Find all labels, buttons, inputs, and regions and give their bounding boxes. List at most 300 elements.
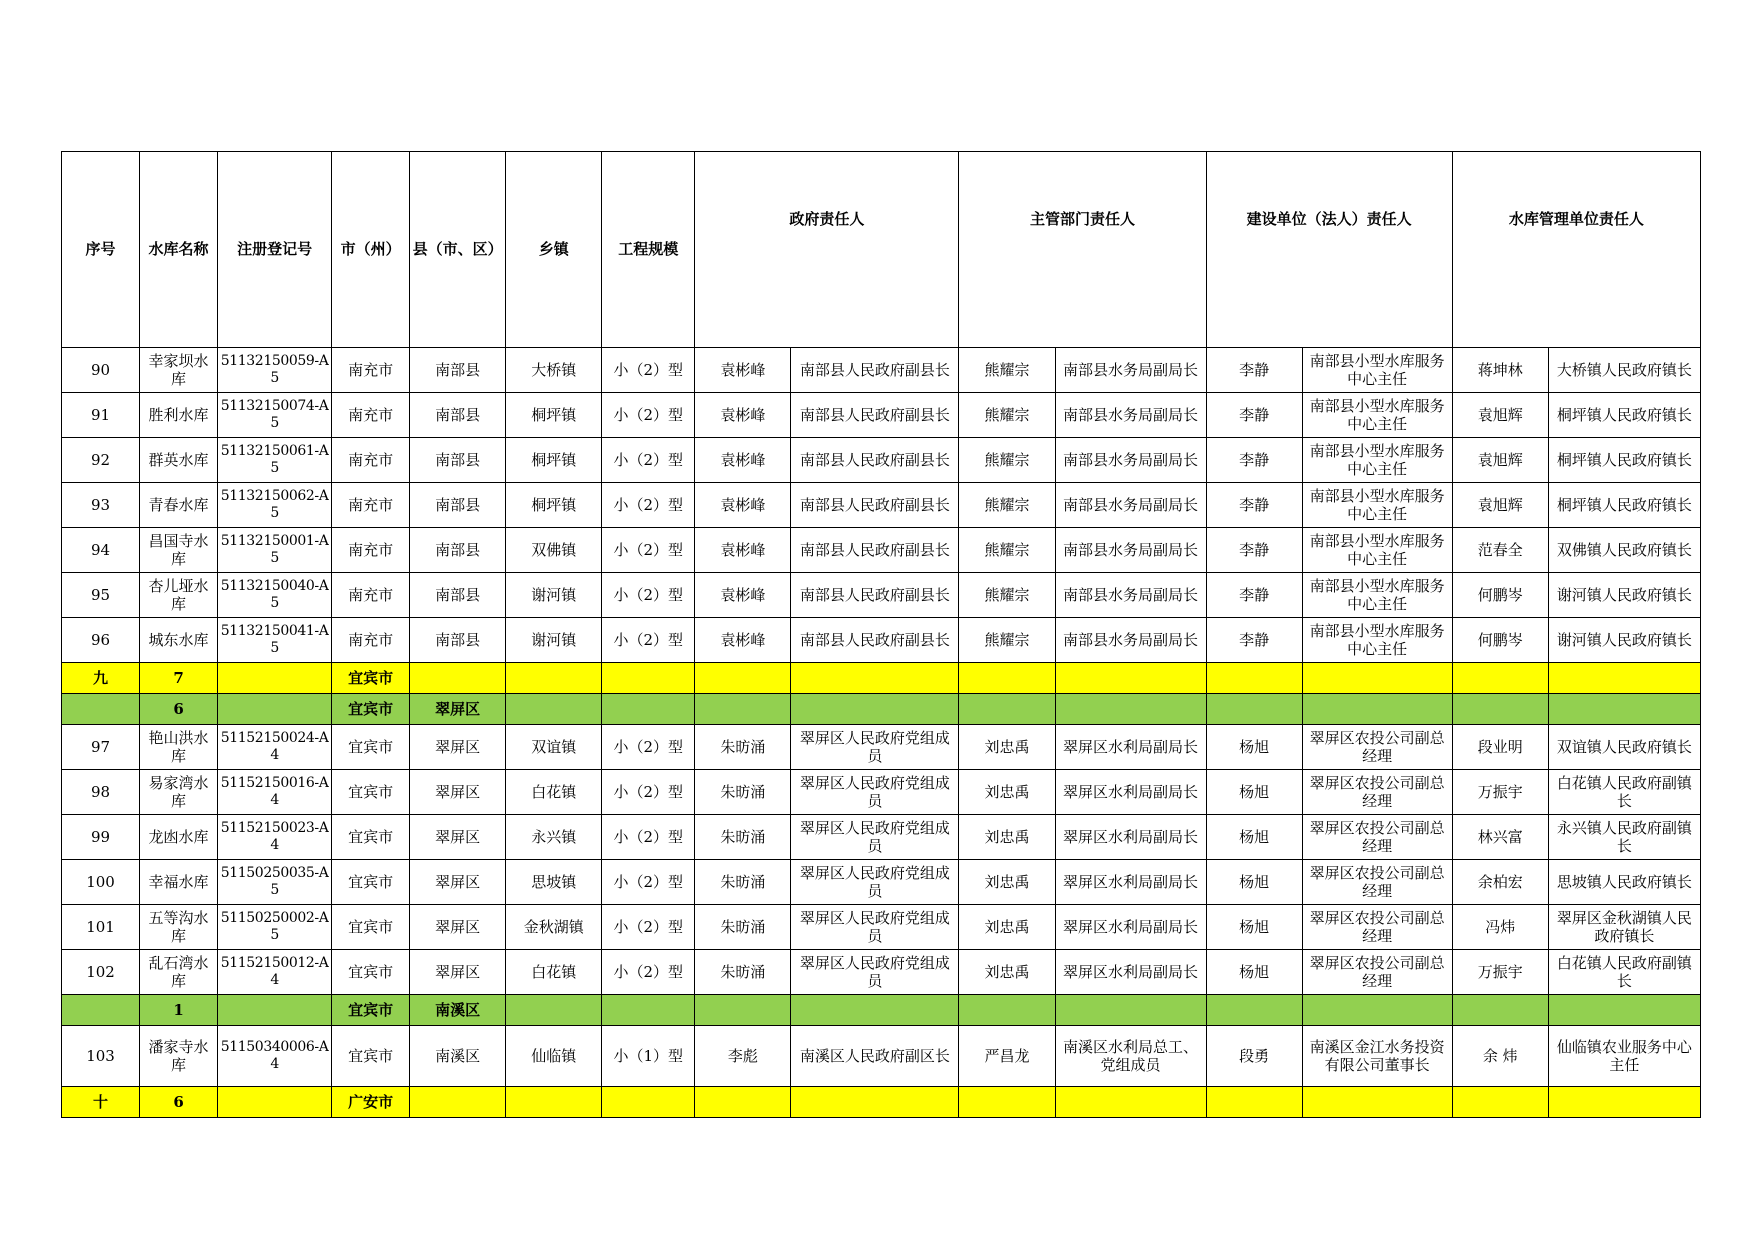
scale-cell: 小（2）型 — [602, 573, 695, 618]
summary-empty-cell — [695, 663, 791, 694]
scale-cell: 小（2）型 — [602, 348, 695, 393]
table-row — [62, 438, 1701, 483]
seq-cell: 94 — [62, 528, 140, 573]
mgmt-title-cell: 白花镇人民政府副镇长 — [1548, 770, 1700, 815]
summary-empty-cell — [695, 1087, 791, 1118]
builder-name-cell: 杨旭 — [1206, 860, 1302, 905]
seq-cell: 90 — [62, 348, 140, 393]
builder-title-cell: 南部县小型水库服务中心主任 — [1302, 483, 1452, 528]
summary-empty-cell — [1055, 995, 1206, 1026]
mgmt-name-cell: 袁旭辉 — [1452, 483, 1548, 528]
county-cell: 南部县 — [410, 573, 506, 618]
mgmt-name-cell: 林兴富 — [1452, 815, 1548, 860]
city-cell: 南充市 — [332, 483, 410, 528]
dept-title-cell: 翠屏区水利局副局长 — [1055, 815, 1206, 860]
reg-no-cell: 51150250002-A5 — [218, 905, 332, 950]
summary-empty-cell — [1452, 663, 1548, 694]
city-cell: 南充市 — [332, 618, 410, 663]
header-builder: 建设单位（法人）责任人 — [1206, 152, 1452, 348]
summary-empty-cell — [791, 694, 959, 725]
seq-cell: 99 — [62, 815, 140, 860]
city-cell: 南充市 — [332, 348, 410, 393]
summary-empty-cell — [602, 1087, 695, 1118]
reservoir-name-cell: 乱石湾水库 — [140, 950, 218, 995]
summary-empty-cell — [1055, 694, 1206, 725]
builder-title-cell: 南部县小型水库服务中心主任 — [1302, 573, 1452, 618]
gov-title-cell: 翠屏区人民政府党组成员 — [791, 905, 959, 950]
county-cell: 南部县 — [410, 393, 506, 438]
builder-title-cell: 翠屏区农投公司副总经理 — [1302, 770, 1452, 815]
summary-empty-cell — [1055, 1087, 1206, 1118]
city-cell: 宜宾市 — [332, 1026, 410, 1087]
dept-title-cell: 南部县水务局副局长 — [1055, 573, 1206, 618]
reg-no-cell: 51132150074-A5 — [218, 393, 332, 438]
reg-no-cell: 51152150016-A4 — [218, 770, 332, 815]
header-name: 水库名称 — [140, 152, 218, 348]
mgmt-title-cell: 大桥镇人民政府镇长 — [1548, 348, 1700, 393]
builder-name-cell: 李静 — [1206, 393, 1302, 438]
summary-empty-cell — [1548, 663, 1700, 694]
mgmt-name-cell: 余 炜 — [1452, 1026, 1548, 1087]
mgmt-title-cell: 桐坪镇人民政府镇长 — [1548, 483, 1700, 528]
dept-title-cell: 翠屏区水利局副局长 — [1055, 860, 1206, 905]
header-mgmt: 水库管理单位责任人 — [1452, 152, 1700, 348]
dept-title-cell: 翠屏区水利局副局长 — [1055, 950, 1206, 995]
mgmt-name-cell: 袁旭辉 — [1452, 438, 1548, 483]
reg-no-cell: 51132150001-A5 — [218, 528, 332, 573]
county-cell: 翠屏区 — [410, 860, 506, 905]
reservoir-name-cell: 龙凼水库 — [140, 815, 218, 860]
gov-name-cell: 袁彬峰 — [695, 438, 791, 483]
reservoir-name-cell: 昌国寺水库 — [140, 528, 218, 573]
summary-empty-cell — [1055, 663, 1206, 694]
county-cell: 南部县 — [410, 348, 506, 393]
gov-name-cell: 朱昉涌 — [695, 770, 791, 815]
reservoir-name-cell: 易家湾水库 — [140, 770, 218, 815]
header-reg-no: 注册登记号 — [218, 152, 332, 348]
table-row — [62, 528, 1701, 573]
mgmt-title-cell: 桐坪镇人民政府镇长 — [1548, 393, 1700, 438]
reg-no-cell: 51132150061-A5 — [218, 438, 332, 483]
mgmt-name-cell: 万振宇 — [1452, 770, 1548, 815]
dept-title-cell: 南部县水务局副局长 — [1055, 393, 1206, 438]
scale-cell: 小（2）型 — [602, 770, 695, 815]
builder-title-cell: 翠屏区农投公司副总经理 — [1302, 815, 1452, 860]
builder-name-cell: 杨旭 — [1206, 905, 1302, 950]
summary-empty-cell — [602, 694, 695, 725]
gov-title-cell: 南部县人民政府副县长 — [791, 618, 959, 663]
dept-name-cell: 刘忠禹 — [959, 770, 1055, 815]
city-cell: 南充市 — [332, 528, 410, 573]
dept-title-cell: 南溪区水利局总工、党组成员 — [1055, 1026, 1206, 1087]
city-cell: 宜宾市 — [332, 725, 410, 770]
scale-cell: 小（2）型 — [602, 725, 695, 770]
builder-title-cell: 南部县小型水库服务中心主任 — [1302, 438, 1452, 483]
summary-count-cell: 7 — [140, 663, 218, 694]
summary-seq-cell: 九 — [62, 663, 140, 694]
gov-name-cell: 袁彬峰 — [695, 483, 791, 528]
reg-no-cell: 51152150023-A4 — [218, 815, 332, 860]
summary-count-cell: 6 — [140, 1087, 218, 1118]
summary-empty-cell — [218, 1087, 332, 1118]
scale-cell: 小（2）型 — [602, 528, 695, 573]
reg-no-cell: 51132150040-A5 — [218, 573, 332, 618]
builder-name-cell: 杨旭 — [1206, 815, 1302, 860]
town-cell: 桐坪镇 — [506, 438, 602, 483]
builder-name-cell: 李静 — [1206, 483, 1302, 528]
scale-cell: 小（2）型 — [602, 618, 695, 663]
summary-empty-cell — [1302, 995, 1452, 1026]
gov-name-cell: 朱昉涌 — [695, 815, 791, 860]
town-cell: 金秋湖镇 — [506, 905, 602, 950]
mgmt-title-cell: 谢河镇人民政府镇长 — [1548, 573, 1700, 618]
reg-no-cell: 51152150012-A4 — [218, 950, 332, 995]
builder-title-cell: 南部县小型水库服务中心主任 — [1302, 528, 1452, 573]
county-cell: 南部县 — [410, 618, 506, 663]
builder-name-cell: 李静 — [1206, 438, 1302, 483]
builder-name-cell: 杨旭 — [1206, 950, 1302, 995]
table-row — [62, 348, 1701, 393]
builder-title-cell: 南溪区金江水务投资有限公司董事长 — [1302, 1026, 1452, 1087]
town-cell: 谢河镇 — [506, 573, 602, 618]
county-cell: 南部县 — [410, 483, 506, 528]
county-cell: 翠屏区 — [410, 905, 506, 950]
county-cell: 南溪区 — [410, 1026, 506, 1087]
builder-title-cell: 翠屏区农投公司副总经理 — [1302, 725, 1452, 770]
dept-name-cell: 刘忠禹 — [959, 905, 1055, 950]
reservoir-name-cell: 五等沟水库 — [140, 905, 218, 950]
reservoir-name-cell: 幸家坝水库 — [140, 348, 218, 393]
dept-name-cell: 严昌龙 — [959, 1026, 1055, 1087]
builder-name-cell: 段勇 — [1206, 1026, 1302, 1087]
city-summary-row — [62, 663, 1701, 694]
mgmt-title-cell: 白花镇人民政府副镇长 — [1548, 950, 1700, 995]
table-row — [62, 905, 1701, 950]
builder-title-cell: 翠屏区农投公司副总经理 — [1302, 950, 1452, 995]
summary-empty-cell — [218, 995, 332, 1026]
mgmt-title-cell: 双佛镇人民政府镇长 — [1548, 528, 1700, 573]
reg-no-cell: 51152150024-A4 — [218, 725, 332, 770]
county-summary-row — [62, 694, 1701, 725]
county-cell: 翠屏区 — [410, 815, 506, 860]
summary-seq-cell — [62, 995, 140, 1026]
summary-empty-cell — [1206, 694, 1302, 725]
summary-empty-cell — [218, 663, 332, 694]
dept-name-cell: 刘忠禹 — [959, 815, 1055, 860]
mgmt-name-cell: 冯炜 — [1452, 905, 1548, 950]
gov-title-cell: 翠屏区人民政府党组成员 — [791, 770, 959, 815]
builder-name-cell: 杨旭 — [1206, 770, 1302, 815]
header-dept: 主管部门责任人 — [959, 152, 1206, 348]
table-row — [62, 1026, 1701, 1087]
gov-name-cell: 朱昉涌 — [695, 725, 791, 770]
seq-cell: 92 — [62, 438, 140, 483]
summary-empty-cell — [791, 1087, 959, 1118]
county-cell: 翠屏区 — [410, 950, 506, 995]
dept-title-cell: 南部县水务局副局长 — [1055, 483, 1206, 528]
reservoir-responsibility-table — [61, 151, 1701, 1118]
reservoir-name-cell: 杏儿垭水库 — [140, 573, 218, 618]
scale-cell: 小（2）型 — [602, 905, 695, 950]
dept-name-cell: 熊耀宗 — [959, 393, 1055, 438]
table-row — [62, 618, 1701, 663]
seq-cell: 96 — [62, 618, 140, 663]
summary-empty-cell — [1452, 995, 1548, 1026]
summary-city-cell: 宜宾市 — [332, 694, 410, 725]
dept-title-cell: 翠屏区水利局副局长 — [1055, 725, 1206, 770]
builder-name-cell: 李静 — [1206, 618, 1302, 663]
reservoir-name-cell: 群英水库 — [140, 438, 218, 483]
reservoir-name-cell: 艳山洪水库 — [140, 725, 218, 770]
dept-name-cell: 熊耀宗 — [959, 483, 1055, 528]
summary-empty-cell — [695, 694, 791, 725]
dept-name-cell: 刘忠禹 — [959, 950, 1055, 995]
seq-cell: 98 — [62, 770, 140, 815]
header-county: 县（市、区） — [410, 152, 506, 348]
town-cell: 桐坪镇 — [506, 393, 602, 438]
scale-cell: 小（2）型 — [602, 483, 695, 528]
town-cell: 双佛镇 — [506, 528, 602, 573]
gov-name-cell: 袁彬峰 — [695, 348, 791, 393]
gov-title-cell: 南溪区人民政府副区长 — [791, 1026, 959, 1087]
county-summary-row — [62, 995, 1701, 1026]
town-cell: 白花镇 — [506, 950, 602, 995]
seq-cell: 100 — [62, 860, 140, 905]
reg-no-cell: 51150340006-A4 — [218, 1026, 332, 1087]
mgmt-title-cell: 双谊镇人民政府镇长 — [1548, 725, 1700, 770]
table-row — [62, 573, 1701, 618]
summary-empty-cell — [1302, 694, 1452, 725]
gov-name-cell: 袁彬峰 — [695, 573, 791, 618]
mgmt-title-cell: 永兴镇人民政府副镇长 — [1548, 815, 1700, 860]
summary-empty-cell — [602, 663, 695, 694]
city-cell: 宜宾市 — [332, 770, 410, 815]
mgmt-title-cell: 思坡镇人民政府镇长 — [1548, 860, 1700, 905]
gov-name-cell: 朱昉涌 — [695, 860, 791, 905]
city-summary-row — [62, 1087, 1701, 1118]
seq-cell: 97 — [62, 725, 140, 770]
mgmt-title-cell: 翠屏区金秋湖镇人民政府镇长 — [1548, 905, 1700, 950]
gov-name-cell: 朱昉涌 — [695, 905, 791, 950]
summary-empty-cell — [791, 663, 959, 694]
town-cell: 桐坪镇 — [506, 483, 602, 528]
gov-title-cell: 南部县人民政府副县长 — [791, 438, 959, 483]
scale-cell: 小（2）型 — [602, 438, 695, 483]
summary-empty-cell — [959, 694, 1055, 725]
dept-title-cell: 翠屏区水利局副局长 — [1055, 905, 1206, 950]
table-row — [62, 860, 1701, 905]
dept-name-cell: 刘忠禹 — [959, 725, 1055, 770]
table-row — [62, 483, 1701, 528]
seq-cell: 103 — [62, 1026, 140, 1087]
gov-name-cell: 袁彬峰 — [695, 528, 791, 573]
summary-empty-cell — [1206, 995, 1302, 1026]
summary-empty-cell — [506, 995, 602, 1026]
reservoir-name-cell: 胜利水库 — [140, 393, 218, 438]
dept-title-cell: 南部县水务局副局长 — [1055, 528, 1206, 573]
gov-title-cell: 南部县人民政府副县长 — [791, 348, 959, 393]
mgmt-name-cell: 袁旭辉 — [1452, 393, 1548, 438]
summary-empty-cell — [1452, 694, 1548, 725]
header-town: 乡镇 — [506, 152, 602, 348]
gov-title-cell: 翠屏区人民政府党组成员 — [791, 725, 959, 770]
summary-seq-cell — [62, 694, 140, 725]
reg-no-cell: 51132150062-A5 — [218, 483, 332, 528]
city-cell: 宜宾市 — [332, 815, 410, 860]
table-row — [62, 950, 1701, 995]
mgmt-name-cell: 段业明 — [1452, 725, 1548, 770]
mgmt-name-cell: 蒋坤林 — [1452, 348, 1548, 393]
city-cell: 宜宾市 — [332, 905, 410, 950]
table-row — [62, 725, 1701, 770]
mgmt-name-cell: 何鹏岑 — [1452, 573, 1548, 618]
summary-empty-cell — [695, 995, 791, 1026]
town-cell: 白花镇 — [506, 770, 602, 815]
builder-name-cell: 李静 — [1206, 348, 1302, 393]
gov-name-cell: 袁彬峰 — [695, 618, 791, 663]
summary-empty-cell — [506, 663, 602, 694]
county-cell: 翠屏区 — [410, 770, 506, 815]
dept-title-cell: 南部县水务局副局长 — [1055, 438, 1206, 483]
dept-title-cell: 南部县水务局副局长 — [1055, 348, 1206, 393]
table-row — [62, 815, 1701, 860]
reg-no-cell: 51150250035-A5 — [218, 860, 332, 905]
mgmt-name-cell: 万振宇 — [1452, 950, 1548, 995]
summary-city-cell: 宜宾市 — [332, 995, 410, 1026]
dept-title-cell: 翠屏区水利局副局长 — [1055, 770, 1206, 815]
summary-empty-cell — [1302, 663, 1452, 694]
summary-empty-cell — [959, 663, 1055, 694]
reservoir-name-cell: 城东水库 — [140, 618, 218, 663]
gov-name-cell: 朱昉涌 — [695, 950, 791, 995]
header-city: 市（州） — [332, 152, 410, 348]
mgmt-title-cell: 谢河镇人民政府镇长 — [1548, 618, 1700, 663]
county-cell: 南部县 — [410, 528, 506, 573]
city-cell: 南充市 — [332, 393, 410, 438]
builder-title-cell: 翠屏区农投公司副总经理 — [1302, 860, 1452, 905]
summary-county-cell: 翠屏区 — [410, 694, 506, 725]
mgmt-name-cell: 余柏宏 — [1452, 860, 1548, 905]
summary-empty-cell — [791, 995, 959, 1026]
summary-county-cell: 南溪区 — [410, 995, 506, 1026]
summary-empty-cell — [602, 995, 695, 1026]
town-cell: 谢河镇 — [506, 618, 602, 663]
summary-empty-cell — [1548, 1087, 1700, 1118]
builder-name-cell: 李静 — [1206, 528, 1302, 573]
scale-cell: 小（2）型 — [602, 860, 695, 905]
table-row — [62, 770, 1701, 815]
seq-cell: 95 — [62, 573, 140, 618]
town-cell: 双谊镇 — [506, 725, 602, 770]
summary-seq-cell: 十 — [62, 1087, 140, 1118]
gov-title-cell: 南部县人民政府副县长 — [791, 573, 959, 618]
scale-cell: 小（2）型 — [602, 815, 695, 860]
header-seq: 序号 — [62, 152, 140, 348]
city-cell: 南充市 — [332, 438, 410, 483]
county-cell: 翠屏区 — [410, 725, 506, 770]
builder-name-cell: 杨旭 — [1206, 725, 1302, 770]
seq-cell: 91 — [62, 393, 140, 438]
summary-city-cell: 宜宾市 — [332, 663, 410, 694]
dept-name-cell: 熊耀宗 — [959, 348, 1055, 393]
mgmt-title-cell: 仙临镇农业服务中心主任 — [1548, 1026, 1700, 1087]
scale-cell: 小（2）型 — [602, 393, 695, 438]
summary-count-cell: 1 — [140, 995, 218, 1026]
city-cell: 南充市 — [332, 573, 410, 618]
dept-name-cell: 熊耀宗 — [959, 573, 1055, 618]
dept-title-cell: 南部县水务局副局长 — [1055, 618, 1206, 663]
header-gov: 政府责任人 — [695, 152, 959, 348]
header-row — [62, 152, 1701, 348]
summary-empty-cell — [218, 694, 332, 725]
dept-name-cell: 熊耀宗 — [959, 438, 1055, 483]
builder-title-cell: 南部县小型水库服务中心主任 — [1302, 618, 1452, 663]
town-cell: 仙临镇 — [506, 1026, 602, 1087]
summary-empty-cell — [959, 995, 1055, 1026]
reg-no-cell: 51132150059-A5 — [218, 348, 332, 393]
gov-title-cell: 南部县人民政府副县长 — [791, 483, 959, 528]
gov-title-cell: 南部县人民政府副县长 — [791, 528, 959, 573]
gov-title-cell: 翠屏区人民政府党组成员 — [791, 950, 959, 995]
dept-name-cell: 熊耀宗 — [959, 528, 1055, 573]
reservoir-name-cell: 潘家寺水库 — [140, 1026, 218, 1087]
county-cell: 南部县 — [410, 438, 506, 483]
mgmt-name-cell: 范春全 — [1452, 528, 1548, 573]
builder-title-cell: 南部县小型水库服务中心主任 — [1302, 348, 1452, 393]
city-cell: 宜宾市 — [332, 950, 410, 995]
summary-county-cell — [410, 663, 506, 694]
gov-title-cell: 翠屏区人民政府党组成员 — [791, 860, 959, 905]
scale-cell: 小（2）型 — [602, 950, 695, 995]
summary-empty-cell — [1206, 1087, 1302, 1118]
gov-title-cell: 南部县人民政府副县长 — [791, 393, 959, 438]
town-cell: 永兴镇 — [506, 815, 602, 860]
seq-cell: 101 — [62, 905, 140, 950]
summary-empty-cell — [959, 1087, 1055, 1118]
reservoir-name-cell: 青春水库 — [140, 483, 218, 528]
summary-city-cell: 广安市 — [332, 1087, 410, 1118]
gov-name-cell: 李彪 — [695, 1026, 791, 1087]
gov-title-cell: 翠屏区人民政府党组成员 — [791, 815, 959, 860]
summary-empty-cell — [1548, 694, 1700, 725]
gov-name-cell: 袁彬峰 — [695, 393, 791, 438]
builder-title-cell: 南部县小型水库服务中心主任 — [1302, 393, 1452, 438]
summary-empty-cell — [1302, 1087, 1452, 1118]
dept-name-cell: 熊耀宗 — [959, 618, 1055, 663]
reg-no-cell: 51132150041-A5 — [218, 618, 332, 663]
header-scale: 工程规模 — [602, 152, 695, 348]
summary-empty-cell — [506, 1087, 602, 1118]
summary-empty-cell — [1452, 1087, 1548, 1118]
reservoir-name-cell: 幸福水库 — [140, 860, 218, 905]
summary-empty-cell — [506, 694, 602, 725]
city-cell: 宜宾市 — [332, 860, 410, 905]
mgmt-title-cell: 桐坪镇人民政府镇长 — [1548, 438, 1700, 483]
seq-cell: 93 — [62, 483, 140, 528]
town-cell: 思坡镇 — [506, 860, 602, 905]
summary-empty-cell — [1548, 995, 1700, 1026]
summary-empty-cell — [1206, 663, 1302, 694]
mgmt-name-cell: 何鹏岑 — [1452, 618, 1548, 663]
seq-cell: 102 — [62, 950, 140, 995]
builder-title-cell: 翠屏区农投公司副总经理 — [1302, 905, 1452, 950]
town-cell: 大桥镇 — [506, 348, 602, 393]
table-row — [62, 393, 1701, 438]
scale-cell: 小（1）型 — [602, 1026, 695, 1087]
summary-count-cell: 6 — [140, 694, 218, 725]
summary-county-cell — [410, 1087, 506, 1118]
builder-name-cell: 李静 — [1206, 573, 1302, 618]
